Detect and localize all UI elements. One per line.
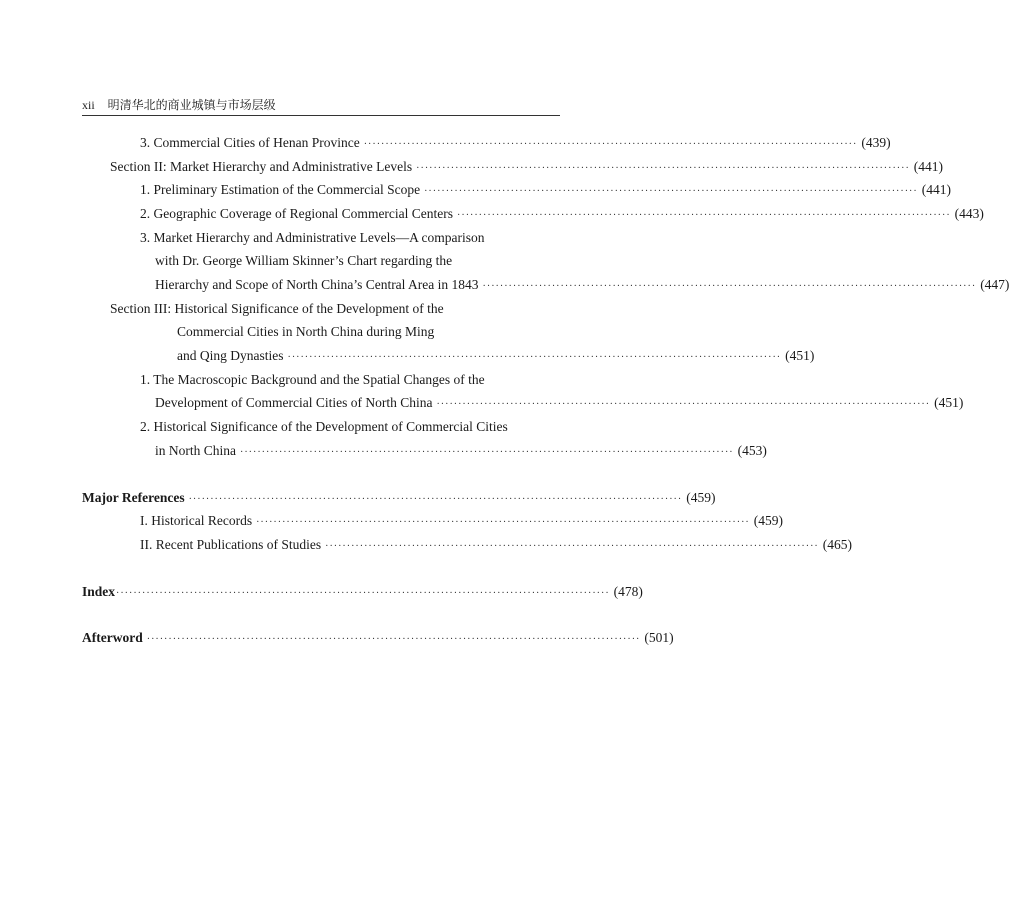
toc-entry-title: and Qing Dynasties [177, 348, 284, 363]
toc-entry-section-iii-line2 [177, 324, 434, 340]
toc-entry-title: Hierarchy and Scope of North China’s Central Area in 1843 [155, 277, 479, 292]
toc-entry-title: 2. Geographic Coverage of Regional Commercial Centers [140, 206, 454, 221]
dot-leader: ·················································································································· [146, 634, 641, 645]
dot-leader: ·················································································································· [436, 399, 931, 410]
toc-entry-title: 3. Commercial Cities of Henan Province [140, 135, 360, 150]
page-number: xii [82, 98, 95, 112]
toc-entry-historical-significance-line1[interactable] [140, 419, 508, 435]
toc-entry-page: (451) [934, 395, 964, 410]
toc-entry-historical-significance-line2[interactable] [155, 443, 767, 461]
toc-entry-page: (443) [954, 206, 984, 221]
toc-entry-page: (451) [785, 348, 815, 363]
toc-entry-title: 2. Historical Significance of the Development of Commercial Cities [140, 419, 508, 434]
toc-entry-title: 1. The Macroscopic Background and the Spatial Changes of the [140, 372, 485, 387]
toc-entry-page: (478) [613, 584, 643, 599]
toc-entry-title: Index [82, 584, 116, 599]
toc-entry-title: II. Recent Publications of Studies [140, 537, 322, 552]
dot-leader: ·················································································································· [116, 588, 610, 599]
toc-entry-title: Section III: Historical Significance of the Development of the [110, 301, 444, 316]
toc-entry-historical-records[interactable] [140, 513, 783, 531]
dot-leader: ·················································································································· [424, 186, 918, 197]
toc-entry-title: I. Historical Records [140, 513, 253, 528]
toc-entry-major-references[interactable] [82, 490, 716, 508]
toc-entry-page: (453) [737, 443, 767, 458]
toc-entry-title: 1. Preliminary Estimation of the Commercial Scope [140, 182, 421, 197]
toc-entry-page: (441) [913, 159, 944, 174]
dot-leader: ·················································································································· [416, 163, 910, 174]
toc-entry-geographic-coverage[interactable] [140, 206, 984, 224]
toc-entry-page: (441) [921, 182, 951, 197]
toc-entry-title: Afterword [82, 630, 143, 645]
toc-entry-market-hierarchy-line3[interactable] [155, 277, 1009, 295]
toc-entry-macroscopic-line2[interactable] [155, 395, 964, 413]
toc-entry-market-hierarchy-line1[interactable] [140, 230, 485, 246]
dot-leader: ·················································································································· [256, 517, 750, 528]
toc-entry-title: Commercial Cities in North China during Ming [177, 324, 435, 339]
toc-entry-section-iii-line3[interactable] [177, 348, 815, 366]
dot-leader: ·················································································································· [188, 494, 683, 505]
toc-entry-commercial-scope[interactable] [140, 182, 951, 200]
toc-entry-section-iii-line1[interactable] [110, 301, 444, 317]
dot-leader: ·················································································································· [287, 352, 782, 363]
dot-leader: ·················································································································· [325, 541, 819, 552]
dot-leader: ·················································································································· [240, 447, 734, 458]
toc-entry-index[interactable] [82, 584, 643, 602]
toc-entry-title: in North China [155, 443, 236, 458]
toc-entry-title: Section II: Market Hierarchy and Administrative Levels [110, 159, 413, 174]
dot-leader: ·················································································································· [482, 281, 977, 292]
toc-entry-section-ii[interactable] [110, 159, 944, 177]
running-header [82, 95, 560, 116]
toc-entry-market-hierarchy-line2 [155, 253, 452, 269]
book-title: 明清华北的商业城镇与市场层级 [107, 98, 276, 112]
toc-entry-title: with Dr. George William Skinner’s Chart regarding the [155, 253, 453, 268]
dot-leader: ·················································································································· [363, 139, 858, 150]
toc-entry-title: Major References [82, 490, 185, 505]
toc-entry-title: Development of Commercial Cities of North China [155, 395, 433, 410]
toc-entry-title: 3. Market Hierarchy and Administrative Levels—A comparison [140, 230, 485, 245]
toc-entry-henan-cities[interactable] [140, 135, 891, 153]
toc-entry-page: (447) [980, 277, 1009, 292]
toc-entry-page: (459) [686, 490, 716, 505]
toc-entry-macroscopic-line1[interactable] [140, 372, 485, 388]
dot-leader: ·················································································································· [457, 210, 951, 221]
toc-entry-page: (459) [753, 513, 783, 528]
toc-entry-page: (465) [822, 537, 852, 552]
toc-entry-afterword[interactable] [82, 630, 674, 648]
toc-entry-page: (501) [644, 630, 674, 645]
toc-entry-recent-publications[interactable] [140, 537, 852, 555]
toc-entry-page: (439) [861, 135, 891, 150]
